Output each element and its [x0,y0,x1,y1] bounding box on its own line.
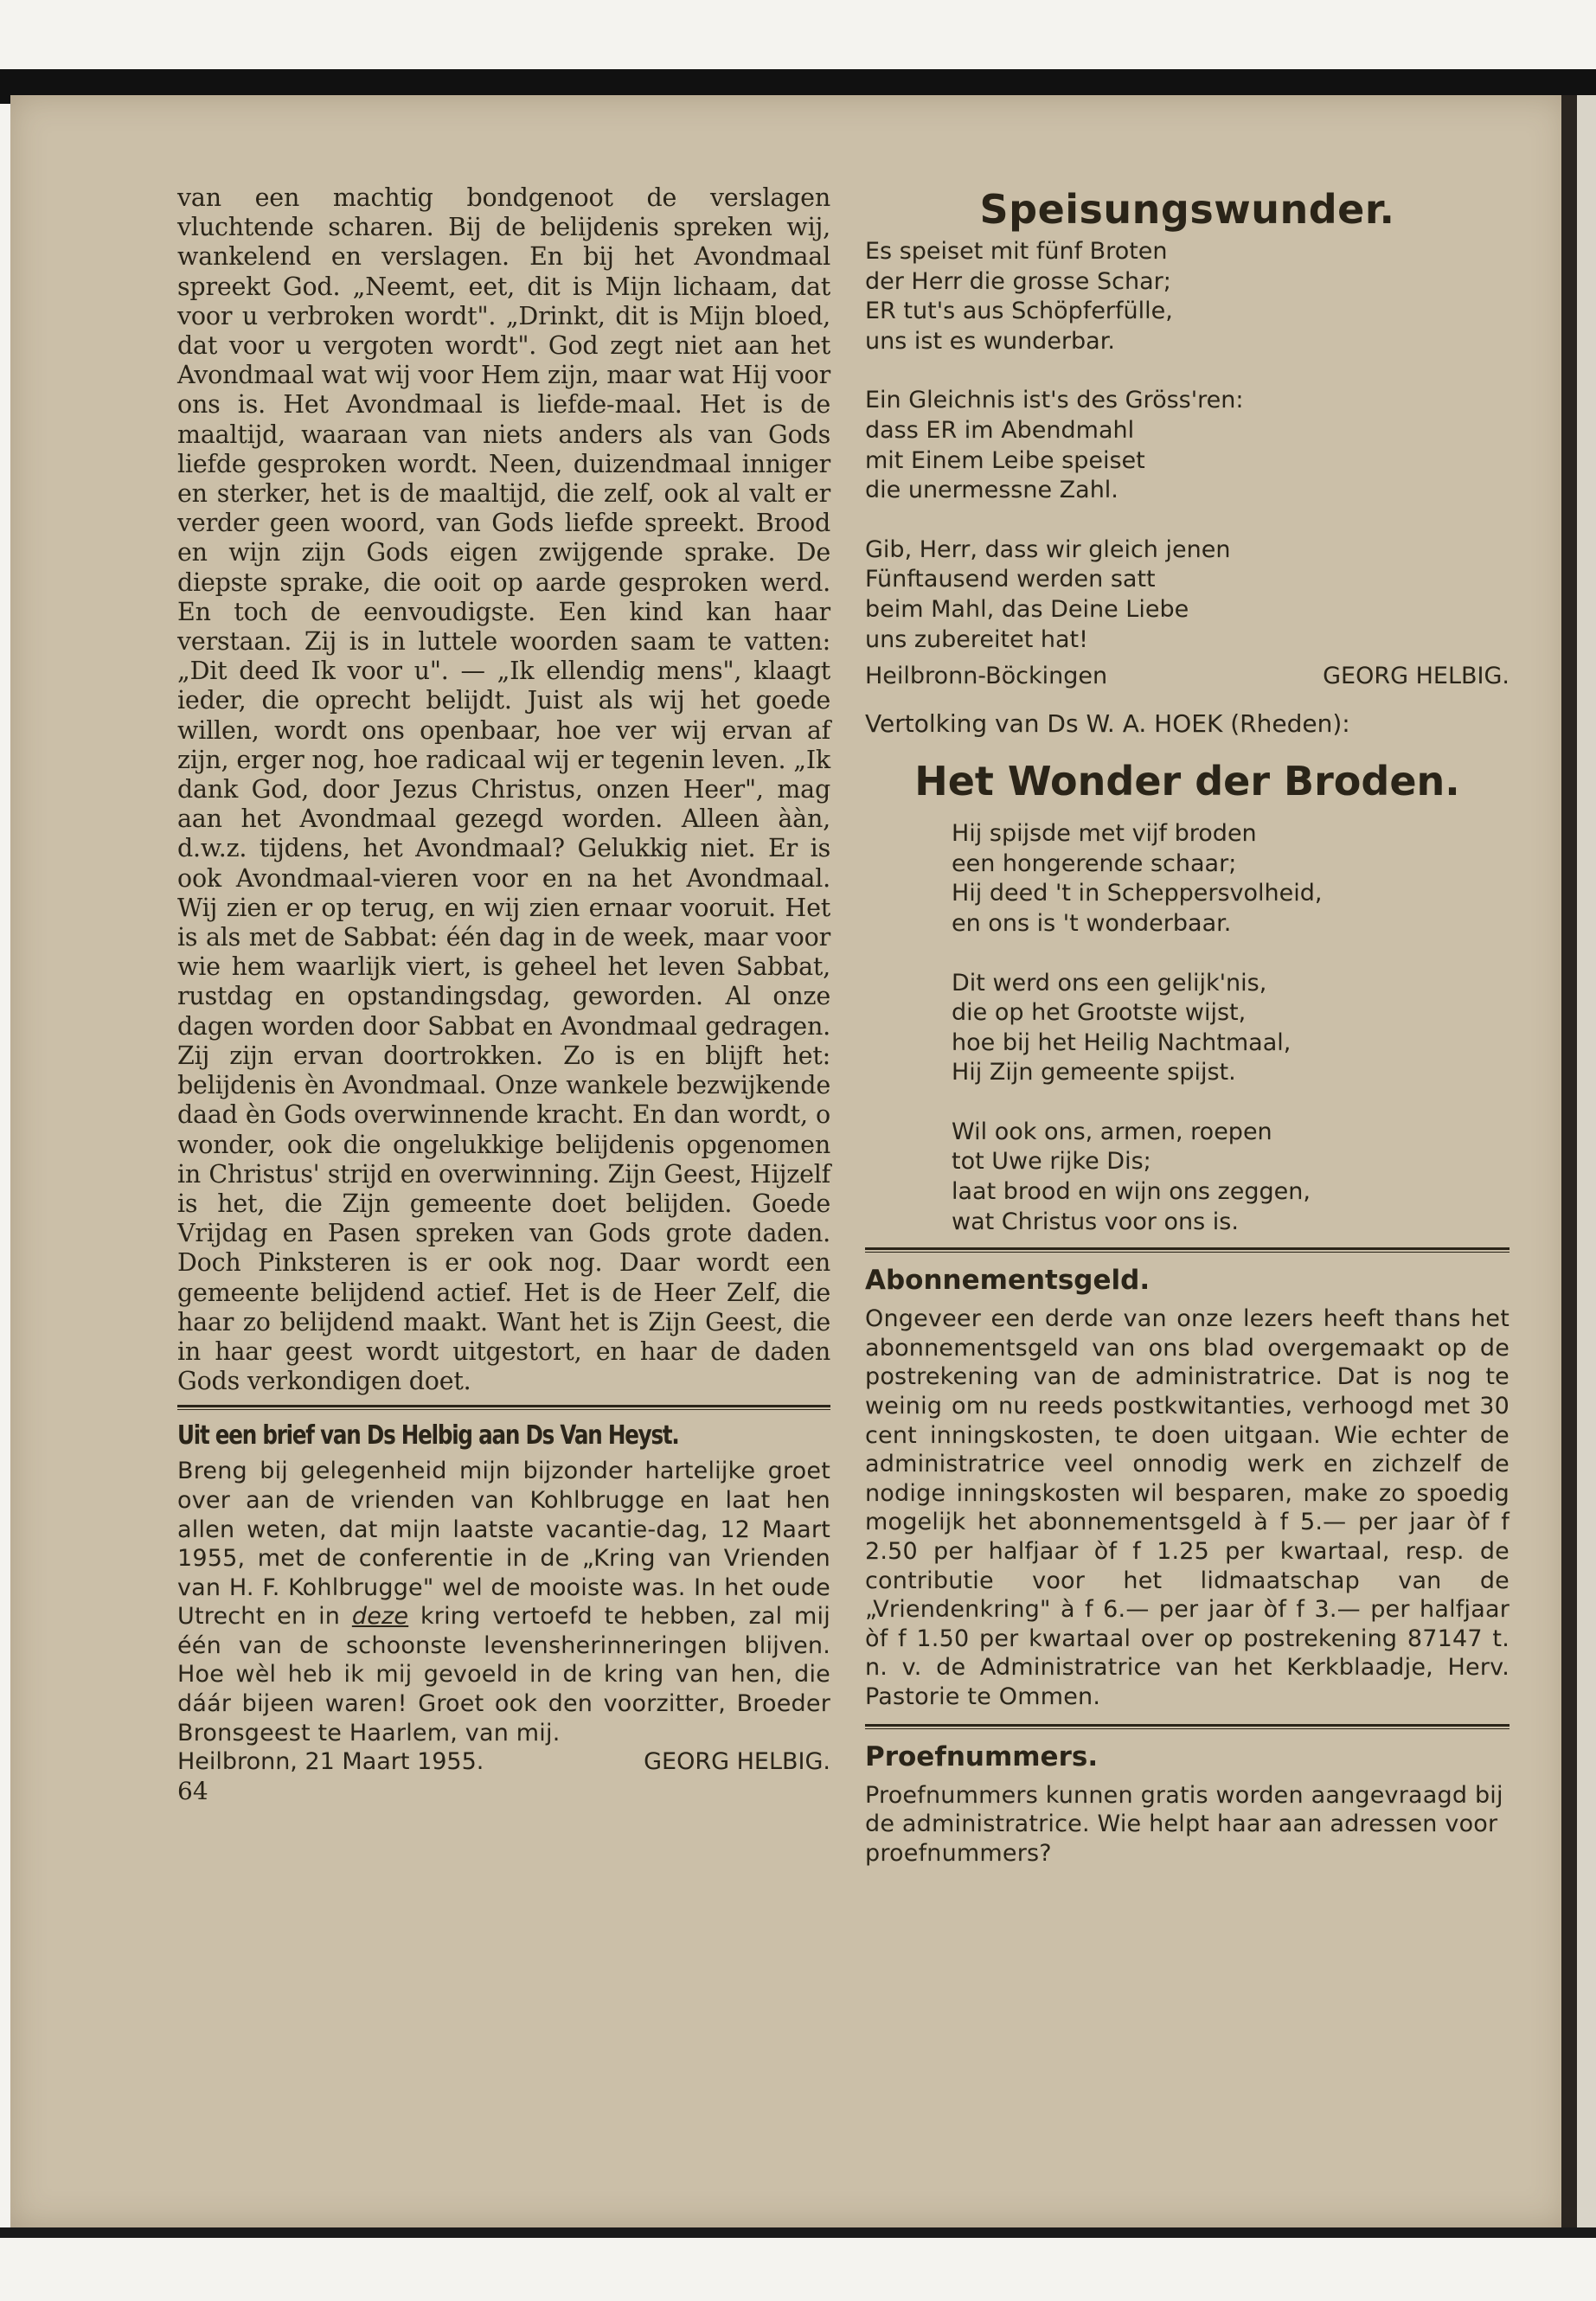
poem-place: Heilbronn-Böckingen [865,663,1108,690]
brief-signature: GEORG HELBIG. [644,1748,830,1776]
page-edge [1561,95,1577,2227]
poem-stanza [952,1118,1509,1237]
main-article-text: van een machtig bondgenoot de verslagen vluchtende scharen. Bij de belijdenis spreken wij, wankelend en verslagen. En bij het Avondmaal spreekt God. „Neemt, eet, dit is Mijn lichaam, dat voor u verbroken wordt". „Drinkt, dit is Mijn bloed, dat voor u vergoten wordt". God zegt niet aan het Avondmaal wat wij voor Hem zijn, maar wat Hij voor ons is. Het Avondmaal is liefde-maal. Het is de maaltijd, waaraan van niets anders als van Gods liefde gesproken wordt. Neen, duizendmaal inniger en sterker, het is de maaltijd, die zelf, ook al valt er verder geen woord, van Gods liefde spreekt. Brood en wijn zijn Gods eigen zwijgende sprake. De diepste sprake, die ooit op aarde gesproken werd. En toch de eenvoudigste. Een kind kan haar verstaan. Zij is in luttele woorden saam te vatten: „Dit deed Ik voor u". — „Ik ellendig mens", klaagt ieder, die oprecht belijdt. Juist als wij het goede willen, wordt ons openbaar, hoe ver wij ervan af zijn, erger nog, hoe radicaal wij er tegenin leven. „Ik dank God, door Jezus Christus, onzen Heer", mag aan het Avondmaal gezegd worden. Alleen ààn, d.w.z. tijdens, het Avondmaal? Gelukkig niet. Er is ook Avondmaal-vieren voor en na het Avondmaal. Wij zien er op terug, en wij zien ernaar vooruit. Het is als met de Sabbat: één dag in de week, maar voor wie hem waarlijk viert, is geheel het leven Sabbat, rustdag en opstandingsdag, geworden. Al onze dagen worden door Sabbat en Avondmaal gedragen. Zij zijn ervan doortrokken. Zo is en blijft het: belijdenis èn Avondmaal. Onze wankele bezwijkende daad èn Gods overwinnende kracht. En dan wordt, o wonder, ook die ongelukkige belijdenis opgenomen in Christus' strijd en overwinning. Zijn Geest, Hijzelf is het, die Zijn gemeente doet belijden. Goede Vrijdag en Pasen spreken van Gods grote daden. Doch Pinksteren is er ook nog. Daar wordt een gemeente belijdend actief. Het is de Heer Zelf, die haar zo belijdend maakt. Want het is Zijn Geest, die in haar geest wordt uitgestort, en haar de daden Gods verkondigen doet. [177,183,830,1396]
poem-line: Wil ook ons, armen, roepen [952,1118,1272,1145]
proef-text: Proefnummers kunnen gratis worden aangevraagd bij de administratrice. Wie helpt haar aan adressen voor proefnummers? [865,1781,1503,1867]
poem-stanza [865,535,1509,655]
brief-heading: Uit een brief van Ds Helbig aan Ds Van Heyst. [177,1420,679,1452]
poem-stanza [952,969,1509,1088]
poem-line: uns ist es wunderbar. [865,327,1115,355]
poem-line: tot Uwe rijke Dis; [952,1148,1151,1176]
poem-signature-row [865,662,1509,691]
poem-line: beim Mahl, das Deine Liebe [865,595,1189,623]
scan-frame-bottom [0,2227,1596,2238]
german-poem [865,237,1509,655]
poem-line: ER tut's aus Schöpferfülle, [865,298,1173,325]
poem-line: Hij Zijn gemeente spijst. [952,1059,1236,1086]
poem-line: Dit werd ons een gelijk'nis, [952,969,1267,997]
dutch-poem [865,819,1509,1237]
brief-signature-row [177,1747,830,1777]
proef-heading: Proefnummers. [865,1740,1099,1772]
poem-line: Fünftausend werden satt [865,566,1156,593]
left-column [177,183,830,1806]
poem-line: Gib, Herr, dass wir gleich jenen [865,535,1231,563]
page-number: 64 [177,1777,208,1806]
poem-line: wat Christus voor ons is. [952,1208,1239,1235]
poem-stanza [865,386,1509,505]
poem-line: die unermessne Zahl. [865,477,1118,504]
poem-stanza [865,237,1509,356]
poem-line: hoe bij het Heilig Nachtmaal, [952,1029,1292,1056]
poem-line: mit Einem Leibe speiset [865,446,1145,474]
poem-line: uns zubereitet hat! [865,625,1088,653]
poem-line: die op het Grootste wijst, [952,999,1247,1027]
section-divider [177,1405,830,1410]
binding-spine [1577,95,1596,2227]
poem-line: Hij spijsde met vijf broden [952,820,1257,848]
poem-line: en ons is 't wonderbaar. [952,909,1232,937]
poem-line: een hongerende schaar; [952,849,1237,877]
poem-line: Es speiset mit fünf Broten [865,238,1168,265]
brief-place-date: Heilbronn, 21 Maart 1955. [177,1748,484,1776]
brief-text-emphasis: deze [351,1603,409,1631]
brief-text [177,1457,830,1747]
poem-line: laat brood en wijn ons zeggen, [952,1178,1311,1206]
abonnement-heading: Abonnementsgeld. [865,1265,1151,1297]
brief-text-part-b: kring vertoefd te hebben, zal mij één van de schoonste levensherinneringen blijven. Hoe wèl heb ik mij gevoeld in de kring van hen, die dáár bijeen waren! Groet ook den voorzitter, Broeder Bronsgeest te Haarlem, van mij. [177,1603,830,1747]
section-divider [865,1247,1509,1253]
poem-author: GEORG HELBIG. [1323,663,1509,690]
section-divider [865,1724,1509,1729]
poem-line: Ein Gleichnis ist's des Gröss'ren: [865,387,1244,414]
abonnement-text: Ongeveer een derde van onze lezers heeft thans het abonnementsgeld van ons blad overgemaakt op de postrekening van de administratrice. Dat is nog te weinig om nu reeds postkwitanties, verhoogd met 30 cent inningskosten, te doen uitgaan. Wie echter de administratrice veel onnodig werk en zichzelf de nodige inningskosten wil besparen, make zo spoedig mogelijk het abonnementsgeld à f 5.— per jaar òf f 2.50 per halfjaar òf f 1.25 per kwartaal, resp. de contributie voor het lidmaatschap van de „Vriendenkring" à f 6.— per jaar òf f 3.— per halfjaar òf f 1.50 per kwartaal over op postrekening 87147 t. n. v. de Administratrice van het Kerkblaadje, Herv. Pastorie te Ommen. [865,1305,1509,1710]
poem-stanza [952,819,1509,939]
poem-line: dass ER im Abendmahl [865,416,1135,444]
poem-line: Hij deed 't in Scheppersvolheid, [952,880,1323,907]
translation-credit: Vertolking van Ds W. A. HOEK (Rheden): [865,709,1350,739]
poem-title: Speisungswunder. [979,186,1395,233]
right-column [865,183,1509,1868]
brief-text-part-a: Breng bij gelegenheid mijn bijzonder hartelijke groet over aan de vrienden van Kohlbrugge en laat hen allen weten, dat mijn laatste vacantie-dag, 12 Maart 1955, met de conferentie in de „Kring van Vrienden van H. F. Kohlbrugge" wel de mooiste was. In het oude Utrecht en in [177,1458,830,1631]
translation-title: Het Wonder der Broden. [914,758,1460,805]
poem-line: der Herr die grosse Schar; [865,267,1171,295]
